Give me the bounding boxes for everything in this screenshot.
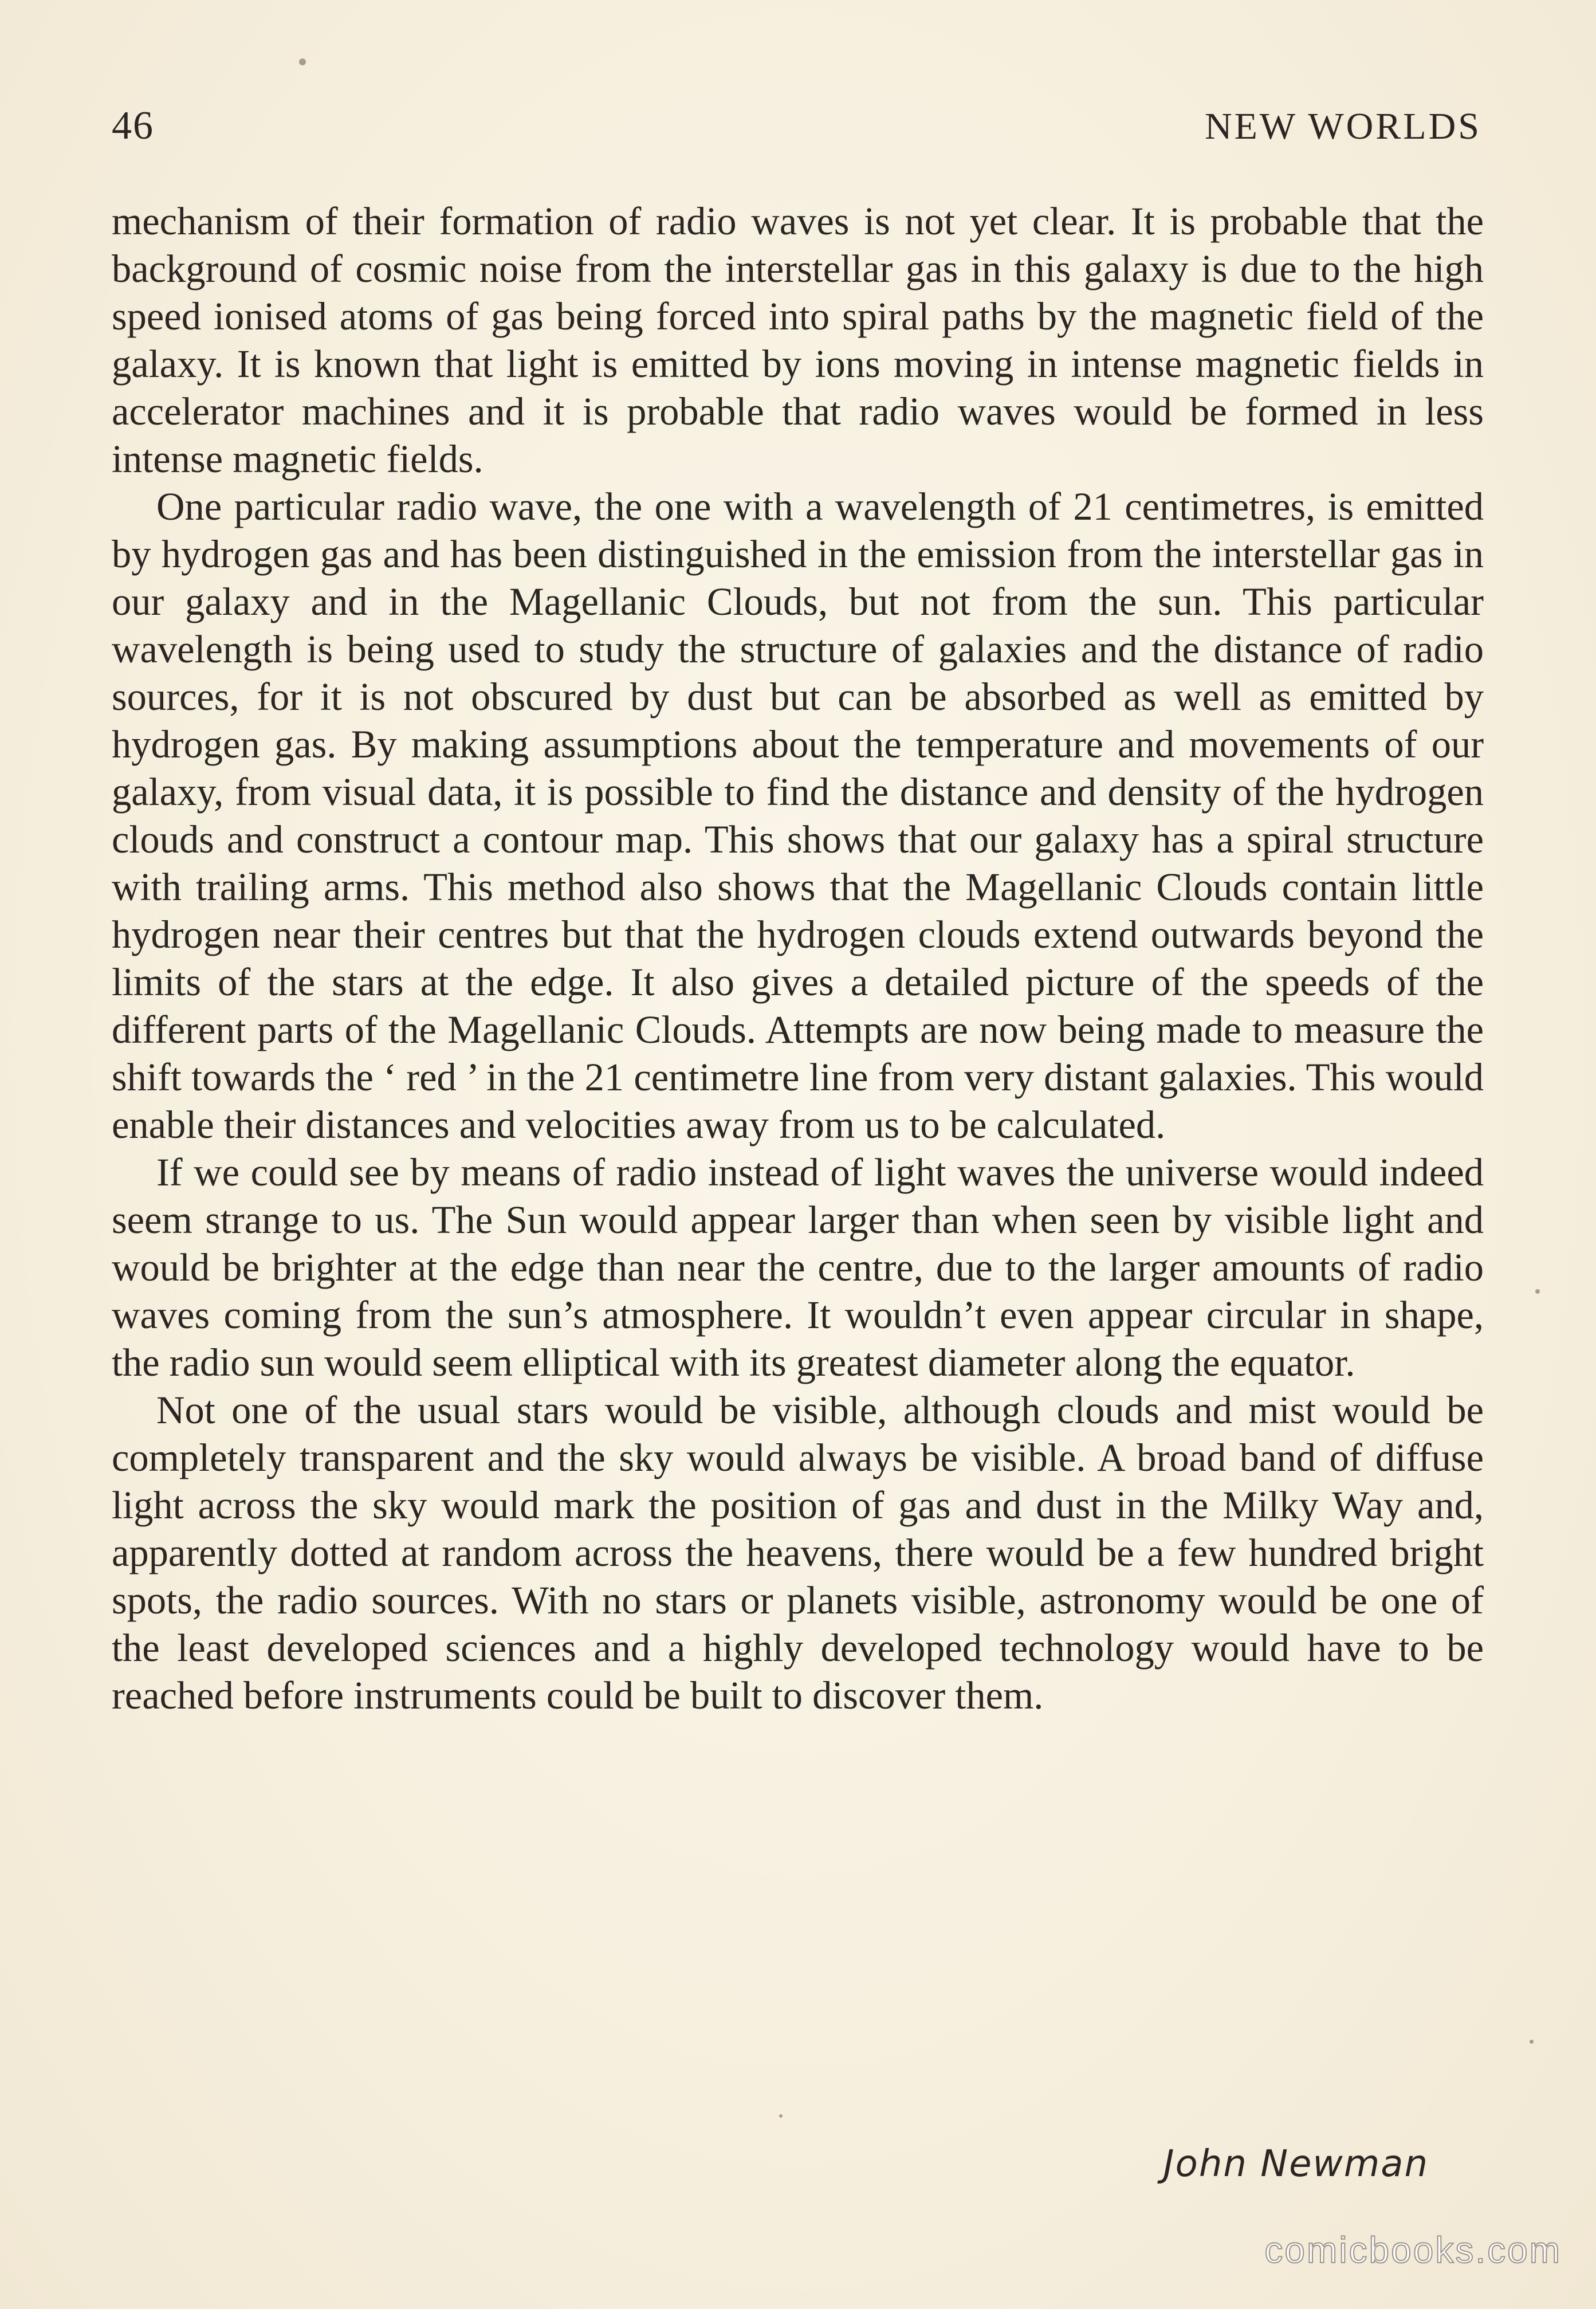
page-header: [112, 103, 1481, 155]
watermark: comicbooks.com: [1264, 2229, 1562, 2271]
paper-speck: [1535, 1289, 1540, 1294]
running-head: NEW WORLDS: [1204, 105, 1481, 147]
paper-speck: [1530, 2040, 1534, 2044]
author-signature: John Newman: [1163, 2143, 1429, 2185]
paragraph: If we could see by means of radio instead of light waves the universe would indeed seem strange to us. The Sun would appear larger than when seen by visible light and would be brighter at the edge than near the centre, due to the larger amounts of radio waves coming from the sun’s atmosphere. It wouldn’t even appear circular in shape, the radio sun would seem elliptical with its greatest diameter along the equator.: [112, 1150, 1484, 1384]
article-body: [112, 198, 1484, 1719]
paragraph: Not one of the usual stars would be visible, although clouds and mist would be completely transparent and the sky would always be visible. A broad band of diffuse light across the sky would mark the position of gas and dust in the Milky Way and, apparently dotted at random across the heavens, there would be a few hundred bright spots, the radio sources. With no stars or planets visible, astronomy would be one of the least developed sciences and a highly developed technology would have to be reached before instruments could be built to discover them.: [112, 1388, 1484, 1717]
paper-speck: [779, 2114, 783, 2118]
paragraph: One particular radio wave, the one with a wavelength of 21 centimetres, is emitted by hydrogen gas and has been distinguished in the emission from the interstellar gas in our galaxy and in the Magellanic Clouds, but not from the sun. This particular wavelength is being used to study the structure of galaxies and the distance of radio sources, for it is not obscured by dust but can be absorbed as well as emitted by hydrogen gas. By making assumptions about the temperature and movements of our galaxy, from visual data, it is possible to find the distance and density of the hydrogen clouds and construct a contour map. This shows that our galaxy has a spiral structure with trailing arms. This method also shows that the Magellanic Clouds contain little hydrogen near their centres but that the hydrogen clouds extend outwards beyond the limits of the stars at the edge. It also gives a detailed picture of the speeds of the different parts of the Magellanic Clouds. Attempts are now being made to measure the shift towards the ‘ red ’ in the 21 centimetre line from very distant galaxies. This would enable their distances and velocities away from us to be calculated.: [112, 485, 1484, 1146]
paragraph: mechanism of their formation of radio waves is not yet clear. It is probable that the background of cosmic noise from the interstellar gas in this galaxy is due to the high speed ionised atoms of gas being forced into spiral paths by the magnetic field of the galaxy. It is known that light is emitted by ions moving in intense magnetic fields in accelerator machines and it is probable that radio waves would be formed in less intense magnetic fields.: [112, 199, 1484, 481]
paper-speck: [299, 58, 306, 65]
page-number: 46: [112, 104, 154, 148]
